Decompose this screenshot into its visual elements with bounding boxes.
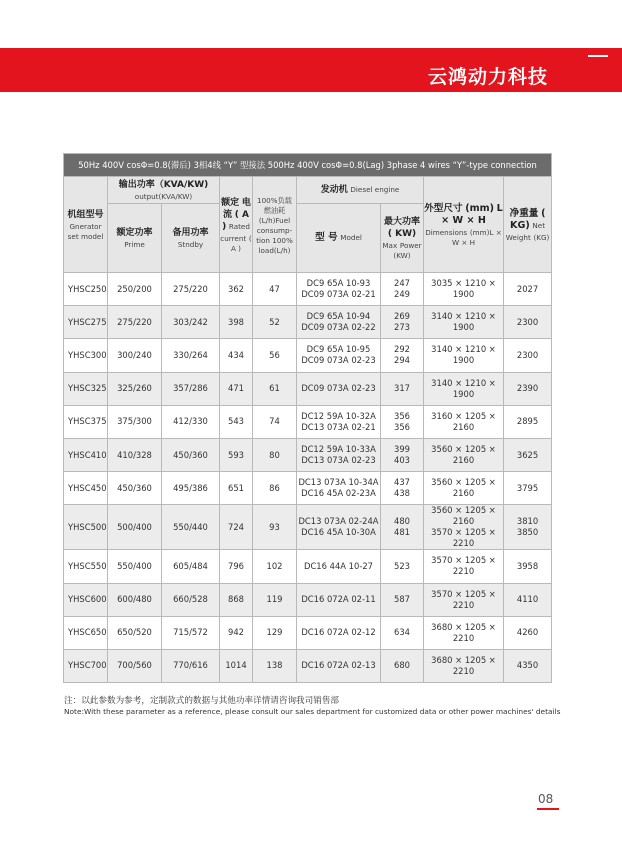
cell-standby-power: 660/528 — [162, 583, 220, 616]
cell-net-weight: 3810 3850 — [504, 505, 552, 550]
cell-engine-model: DC9 65A 10-95 DC09 073A 02-23 — [297, 339, 381, 372]
cell-prime-power: 300/240 — [108, 339, 162, 372]
cell-dimensions: 3680 × 1205 × 2210 — [424, 649, 504, 682]
cell-engine-model: DC16 072A 02-12 — [297, 616, 381, 649]
cell-model: YHSC410 — [64, 438, 108, 471]
cell-standby-power: 550/440 — [162, 505, 220, 550]
cell-prime-power: 600/480 — [108, 583, 162, 616]
cell-prime-power: 325/260 — [108, 372, 162, 405]
cell-engine-model: DC9 65A 10-93 DC09 073A 02-21 — [297, 273, 381, 306]
table-row — [64, 505, 552, 550]
header-prime-power: 额定功率 Prime — [108, 204, 162, 273]
cell-standby-power: 605/484 — [162, 550, 220, 583]
cell-net-weight: 2390 — [504, 372, 552, 405]
cell-net-weight: 4350 — [504, 649, 552, 682]
cell-fuel-consumption: 102 — [253, 550, 297, 583]
cell-engine-model: DC13 073A 02-24A DC16 45A 10-30A — [297, 505, 381, 550]
cell-net-weight: 4110 — [504, 583, 552, 616]
cell-standby-power: 303/242 — [162, 306, 220, 339]
cell-net-weight: 2300 — [504, 306, 552, 339]
cell-fuel-consumption: 138 — [253, 649, 297, 682]
table-row — [64, 550, 552, 583]
cell-max-power: 269 273 — [381, 306, 424, 339]
cell-model: YHSC300 — [64, 339, 108, 372]
spec-table-body — [64, 273, 552, 683]
cell-standby-power: 770/616 — [162, 649, 220, 682]
cell-rated-current: 796 — [220, 550, 253, 583]
header-output-power: 输出功率（KVA/KW) output(KVA/KW) — [108, 177, 220, 204]
cell-standby-power: 357/286 — [162, 372, 220, 405]
cell-net-weight: 4260 — [504, 616, 552, 649]
table-row — [64, 616, 552, 649]
cell-engine-model: DC12 59A 10-33A DC13 073A 02-23 — [297, 438, 381, 471]
page-number: 08 — [538, 792, 554, 806]
cell-net-weight: 3958 — [504, 550, 552, 583]
cell-model: YHSC375 — [64, 405, 108, 438]
cell-net-weight: 2300 — [504, 339, 552, 372]
cell-fuel-consumption: 80 — [253, 438, 297, 471]
cell-dimensions: 3140 × 1210 × 1900 — [424, 306, 504, 339]
cell-dimensions: 3570 × 1205 × 2210 — [424, 550, 504, 583]
cell-engine-model: DC13 073A 10-34A DC16 45A 02-23A — [297, 472, 381, 505]
cell-prime-power: 450/360 — [108, 472, 162, 505]
cell-fuel-consumption: 119 — [253, 583, 297, 616]
cell-rated-current: 398 — [220, 306, 253, 339]
table-banner: 50Hz 400V cosΦ=0.8(滞后) 3相4线 “Y” 型接法 500Hz 400V cosΦ=0.8(Lag) 3phase 4 wires “Y”-type connection — [64, 154, 552, 177]
cell-fuel-consumption: 129 — [253, 616, 297, 649]
cell-dimensions: 3140 × 1210 × 1900 — [424, 372, 504, 405]
cell-max-power: 399 403 — [381, 438, 424, 471]
cell-model: YHSC325 — [64, 372, 108, 405]
cell-max-power: 680 — [381, 649, 424, 682]
header-rated-current: 额定 电流 ( A ) Rated current ( A ) — [220, 177, 253, 273]
cell-net-weight: 2895 — [504, 405, 552, 438]
cell-prime-power: 550/400 — [108, 550, 162, 583]
cell-rated-current: 724 — [220, 505, 253, 550]
table-row — [64, 583, 552, 616]
cell-max-power: 356 356 — [381, 405, 424, 438]
cell-max-power: 634 — [381, 616, 424, 649]
cell-standby-power: 275/220 — [162, 273, 220, 306]
cell-rated-current: 543 — [220, 405, 253, 438]
table-row — [64, 472, 552, 505]
cell-model: YHSC600 — [64, 583, 108, 616]
cell-model: YHSC700 — [64, 649, 108, 682]
cell-prime-power: 375/300 — [108, 405, 162, 438]
spec-table-wrapper — [63, 153, 551, 683]
header-max-power: 最大功率 ( KW) Max Power (KW) — [381, 204, 424, 273]
table-row — [64, 438, 552, 471]
cell-engine-model: DC09 073A 02-23 — [297, 372, 381, 405]
cell-fuel-consumption: 93 — [253, 505, 297, 550]
cell-prime-power: 275/220 — [108, 306, 162, 339]
cell-standby-power: 330/264 — [162, 339, 220, 372]
header-diesel-engine: 发动机 Diesel engine — [297, 177, 424, 204]
cell-engine-model: DC16 072A 02-11 — [297, 583, 381, 616]
cell-model: YHSC250 — [64, 273, 108, 306]
cell-dimensions: 3560 × 1205 × 2160 3570 × 1205 × 2210 — [424, 505, 504, 550]
cell-rated-current: 362 — [220, 273, 253, 306]
cell-dimensions: 3560 × 1205 × 2160 — [424, 472, 504, 505]
spec-table — [63, 153, 552, 683]
table-row — [64, 339, 552, 372]
table-row — [64, 405, 552, 438]
cell-fuel-consumption: 52 — [253, 306, 297, 339]
cell-rated-current: 868 — [220, 583, 253, 616]
cell-engine-model: DC12 59A 10-32A DC13 073A 02-21 — [297, 405, 381, 438]
cell-prime-power: 700/560 — [108, 649, 162, 682]
note-chinese: 注：以此参数为参考，定制款式的数据与其他功率详情请咨询我司销售部 — [64, 696, 340, 706]
header-fuel-consumption: 100%负载 燃油耗 (L/h)Fuel consump- tion 100% load(L/h) — [253, 177, 297, 273]
cell-prime-power: 650/520 — [108, 616, 162, 649]
cell-max-power: 247 249 — [381, 273, 424, 306]
header-dash — [588, 55, 608, 57]
cell-fuel-consumption: 74 — [253, 405, 297, 438]
cell-standby-power: 450/360 — [162, 438, 220, 471]
cell-dimensions: 3160 × 1205 × 2160 — [424, 405, 504, 438]
cell-fuel-consumption: 61 — [253, 372, 297, 405]
cell-fuel-consumption: 47 — [253, 273, 297, 306]
cell-engine-model: DC9 65A 10-94 DC09 073A 02-22 — [297, 306, 381, 339]
cell-rated-current: 593 — [220, 438, 253, 471]
cell-rated-current: 651 — [220, 472, 253, 505]
table-row — [64, 273, 552, 306]
cell-max-power: 523 — [381, 550, 424, 583]
cell-net-weight: 2027 — [504, 273, 552, 306]
cell-engine-model: DC16 072A 02-13 — [297, 649, 381, 682]
cell-prime-power: 410/328 — [108, 438, 162, 471]
cell-max-power: 437 438 — [381, 472, 424, 505]
cell-fuel-consumption: 86 — [253, 472, 297, 505]
cell-model: YHSC650 — [64, 616, 108, 649]
note-english: Note:With these parameter as a reference, please consult our sales department for customized data or other power machines' details — [64, 707, 561, 716]
header-engine-model: 型 号 Model — [297, 204, 381, 273]
cell-rated-current: 471 — [220, 372, 253, 405]
cell-dimensions: 3560 × 1205 × 2160 — [424, 438, 504, 471]
cell-rated-current: 1014 — [220, 649, 253, 682]
cell-model: YHSC450 — [64, 472, 108, 505]
cell-model: YHSC500 — [64, 505, 108, 550]
cell-net-weight: 3625 — [504, 438, 552, 471]
cell-max-power: 480 481 — [381, 505, 424, 550]
page-number-underline — [537, 808, 559, 810]
cell-fuel-consumption: 56 — [253, 339, 297, 372]
cell-standby-power: 412/330 — [162, 405, 220, 438]
cell-dimensions: 3035 × 1210 × 1900 — [424, 273, 504, 306]
table-row — [64, 306, 552, 339]
cell-dimensions: 3570 × 1205 × 2210 — [424, 583, 504, 616]
cell-net-weight: 3795 — [504, 472, 552, 505]
header-standby-power: 备用功率 Stndby — [162, 204, 220, 273]
cell-engine-model: DC16 44A 10-27 — [297, 550, 381, 583]
header-dimensions: 外型尺寸 (mm) L × W × H Dimensions (mm)L × W × H — [424, 177, 504, 273]
cell-prime-power: 250/200 — [108, 273, 162, 306]
cell-standby-power: 715/572 — [162, 616, 220, 649]
cell-dimensions: 3140 × 1210 × 1900 — [424, 339, 504, 372]
cell-model: YHSC275 — [64, 306, 108, 339]
brand-title: 云鸿动力科技 — [427, 66, 548, 88]
table-row — [64, 649, 552, 682]
cell-max-power: 292 294 — [381, 339, 424, 372]
header-net-weight: 净重量 ( KG) Net Weight (KG) — [504, 177, 552, 273]
cell-max-power: 317 — [381, 372, 424, 405]
cell-rated-current: 942 — [220, 616, 253, 649]
cell-prime-power: 500/400 — [108, 505, 162, 550]
cell-max-power: 587 — [381, 583, 424, 616]
cell-standby-power: 495/386 — [162, 472, 220, 505]
cell-rated-current: 434 — [220, 339, 253, 372]
header-genset-model: 机组型号 Gnerator set model — [64, 177, 108, 273]
table-row — [64, 372, 552, 405]
cell-dimensions: 3680 × 1205 × 2210 — [424, 616, 504, 649]
cell-model: YHSC550 — [64, 550, 108, 583]
